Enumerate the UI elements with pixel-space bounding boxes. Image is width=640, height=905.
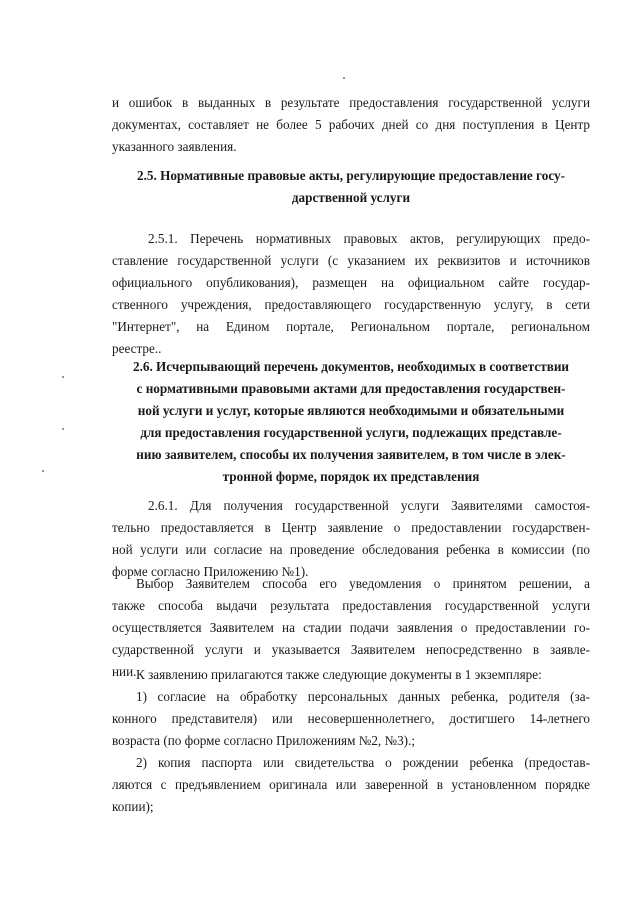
text-line: также способа выдачи результата предоставления государственной услуги (112, 598, 590, 613)
section-2-5-1-paragraph (112, 228, 590, 360)
section-2-6-1-paragraph (112, 495, 590, 583)
text-line: сударственной услуги и указывается Заявителем непосредственно в заявле- (112, 642, 590, 657)
text-line: конного представителя) или несовершеннолетнего, достигшего 14-летнего (112, 711, 590, 726)
text-line: реестре.. (112, 341, 162, 356)
section-2-6-heading (112, 356, 590, 488)
text-line: ной услуги или согласие на проведение обследования ребенка в комиссии (по (112, 542, 590, 557)
heading-line: для предоставления государственной услуги, подлежащих представле- (140, 425, 562, 440)
text-line: возраста (по форме согласно Приложениям №2, №3).; (112, 733, 416, 748)
text-line: документах, составляет не более 5 рабочих дней со дня поступления в Центр (112, 117, 590, 132)
text-line: официального опубликования), размещен на официальном сайте государ- (112, 275, 590, 290)
text-line: К заявлению прилагаются также следующие документы в 1 экземпляре: (136, 667, 542, 682)
text-line: копии); (112, 799, 154, 814)
text-line: 2.6.1. Для получения государственной услуги Заявителями самостоя- (148, 498, 590, 513)
text-line: ставление государственной услуги (с указанием их реквизитов и источников (112, 253, 590, 268)
section-2-5-heading (112, 165, 590, 209)
text-line: 1) согласие на обработку персональных данных ребенка, родителя (за- (136, 689, 590, 704)
scan-speck (42, 470, 44, 472)
text-line: ственного учреждения, предоставляющего государственную услугу, в сети (112, 297, 590, 312)
heading-line: дарственной услуги (291, 190, 411, 205)
heading-line: нию заявителем, способы их получения заявителем, в том числе в элек- (136, 447, 566, 462)
text-line: тельно предоставляется в Центр заявление о предоставлении государствен- (112, 520, 590, 535)
text-line: 2) копия паспорта или свидетельства о рождении ребенка (предостав- (136, 755, 590, 770)
heading-line: ной услуги и услуг, которые являются необходимыми и обязательными (137, 403, 565, 418)
text-line: и ошибок в выданных в результате предоставления государственной услуги (112, 95, 590, 110)
text-line: 2.5.1. Перечень нормативных правовых актов, регулирующих предо- (148, 231, 590, 246)
list-item-2 (112, 752, 590, 818)
heading-line: 2.6. Исчерпывающий перечень документов, необходимых в соответствии (132, 359, 570, 374)
text-line: указанного заявления. (112, 139, 237, 154)
text-line: осуществляется Заявителем на стадии подачи заявления о предоставлении го- (112, 620, 590, 635)
scan-speck (343, 77, 345, 79)
heading-line: с нормативными правовыми актами для предоставления государствен- (136, 381, 566, 396)
text-line: Выбор Заявителем способа его уведомления о принятом решении, а (136, 576, 590, 591)
scan-speck (62, 376, 64, 378)
continuation-paragraph (112, 92, 590, 158)
text-line: нии. (112, 664, 137, 679)
text-line: "Интернет", на Едином портале, Региональном портале, региональном (112, 319, 590, 334)
heading-line: 2.5. Нормативные правовые акты, регулирующие предоставление госу- (137, 168, 565, 183)
list-item-1 (112, 686, 590, 752)
text-line: ляются с предъявлением оригинала или заверенной в установленном порядке (112, 777, 590, 792)
attachments-intro (112, 664, 590, 686)
text-line: форме согласно Приложению №1). (112, 564, 309, 579)
heading-line: тронной форме, порядок их представления (222, 469, 480, 484)
scan-speck (62, 428, 64, 430)
